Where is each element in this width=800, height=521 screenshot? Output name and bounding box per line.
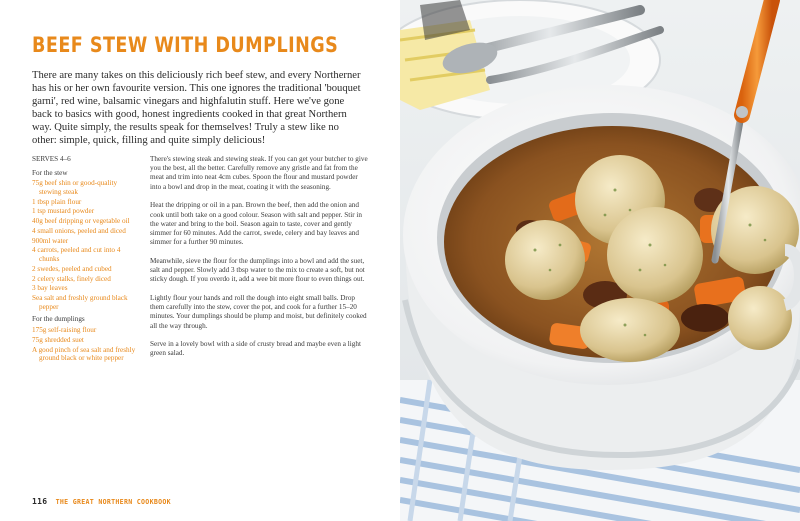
book-title: THE GREAT NORTHERN COOKBOOK: [55, 498, 171, 506]
ingredient-item: 2 swedes, peeled and cubed: [32, 264, 112, 273]
ingredient-item: A good pinch of sea salt and freshly ground black or white pepper: [32, 345, 136, 363]
method-column: [150, 155, 370, 368]
stew-photo: [400, 0, 800, 521]
method-paragraph: Serve in a lovely bowl with a side of crusty bread and maybe even a light green salad.: [150, 340, 361, 358]
ingredient-item: 4 small onions, peeled and diced: [32, 226, 126, 235]
ingredient-item: 3 bay leaves: [32, 284, 68, 293]
dumplings-ingredients-list: [32, 326, 140, 363]
method-paragraph: Lightly flour your hands and roll the dough into eight small balls. Drop them carefully into the stew, cover the pot, and cook for a further 15–20 minutes. Your dumplings should be plump and moist, but definitely cooked all the way through.: [150, 293, 367, 330]
stew-ingredients-list: [32, 179, 140, 311]
ingredient-item: 2 celery stalks, finely diced: [32, 274, 111, 283]
ingredient-item: 175g self-raising flour: [32, 325, 97, 334]
ingredient-item: 1 tsp mustard powder: [32, 207, 95, 216]
recipe-title: BEEF STEW WITH DUMPLINGS: [32, 33, 339, 57]
stew-heading: For the stew: [32, 168, 68, 177]
serves-label: SERVES 4–6: [32, 155, 71, 163]
method-paragraph: Meanwhile, sieve the flour for the dumplings into a bowl and add the suet, salt and pepper. Slowly add 3 tbsp water to the mix to create a soft, but not sticky dough. If you overdo it, add a wee bit more flour to even things out.: [150, 256, 365, 284]
ingredient-item: 1 tbsp plain flour: [32, 197, 82, 206]
stew-photo-illustration: [400, 0, 800, 521]
ingredient-item: 4 carrots, peeled and cut into 4 chunks: [32, 246, 121, 264]
ingredient-item: 40g beef dripping or vegetable oil: [32, 217, 130, 226]
method-paragraph: Heat the dripping or oil in a pan. Brown the beef, then add the onion and cook until both take on a good colour. Season with salt and pepper. Stir in the water and bring to the boil. Season again to taste, cover and gently simmer for 60 minutes. Add the carrot, swede, celery and bay leaves and simmer for a further 90 minutes.: [150, 201, 362, 247]
ingredient-item: 900ml water: [32, 236, 69, 245]
method-paragraph: There's stewing steak and stewing steak. If you can get your butcher to give you the best, all the better. Carefully remove any gristle and fat from the meat and trim into neat 4cm cubes. Spoon the flour and mustard powder into a bowl and drop in the meat, coating it with the seasoning.: [150, 155, 368, 191]
page-number: 116: [32, 497, 48, 506]
dumplings-heading: For the dumplings: [32, 315, 85, 324]
ingredient-item: 75g shredded suet: [32, 335, 84, 344]
ingredients-column: [32, 155, 140, 364]
ingredient-item: Sea salt and freshly ground black pepper: [32, 294, 128, 311]
page-footer: [32, 497, 171, 506]
ingredient-item: 75g beef shin or good-quality stewing steak: [32, 179, 118, 196]
recipe-intro: There are many takes on this deliciously rich beef stew, and every Northerner has his or her own favourite version. This one ignores the traditional 'bouquet garni', red wine, balsamic vinegars and highfalutin stuff. Here we've gone back to basics with good, honest ingredients cooked in that great Northern way. Quite simply, the results speak for themselves! Truly a stew like no other: simple, quick, filling and quite simply delicious!: [32, 70, 361, 146]
